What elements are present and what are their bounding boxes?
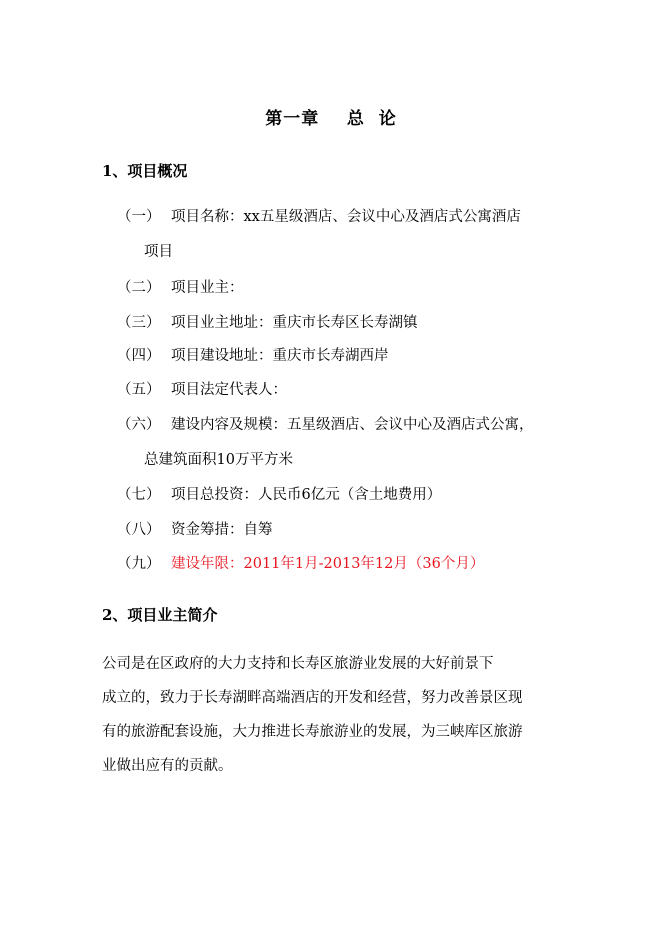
- item-text: 项目建设地址：重庆市长寿湖西岸: [171, 348, 389, 364]
- list-item: [117, 520, 273, 540]
- item-number: （一）: [117, 209, 161, 225]
- item-text: 项目业主地址：重庆市长寿区长寿湖镇: [171, 315, 418, 331]
- item-text: 资金筹措：自筹: [171, 522, 273, 538]
- item-continuation: 项目: [144, 244, 173, 260]
- list-item: [117, 380, 287, 400]
- item-text-red: 建设年限：2011年1月-2013年12月（36个月）: [171, 556, 485, 572]
- item-number: （四）: [117, 348, 161, 364]
- paragraph-line: 业做出应有的贡献。: [102, 758, 233, 774]
- item-number: （七）: [117, 487, 161, 503]
- list-item: [117, 313, 418, 333]
- item-continuation: 总建筑面积10万平方米: [144, 452, 293, 468]
- list-item: [117, 346, 389, 366]
- item-number: （三）: [117, 315, 161, 331]
- list-item: [117, 415, 534, 435]
- paragraph-line: 成立的，致力于长寿湖畔高端酒店的开发和经营，努力改善景区现: [102, 690, 523, 706]
- list-item: [117, 207, 521, 227]
- section-heading-owner: 2、项目业主简介: [102, 606, 218, 624]
- item-text: 项目法定代表人：: [171, 382, 287, 398]
- chapter-title: 第一章 总 论: [265, 109, 397, 129]
- paragraph-line: 公司是在区政府的大力支持和长寿区旅游业发展的大好前景下: [102, 656, 494, 672]
- paragraph-line: 有的旅游配套设施，大力推进长寿旅游业的发展，为三峡库区旅游: [102, 724, 523, 740]
- item-text: 项目名称：xx五星级酒店、会议中心及酒店式公寓酒店: [171, 209, 521, 225]
- item-text: 项目总投资：人民币6亿元（含土地费用）: [171, 487, 442, 503]
- item-text: 项目业主：: [171, 280, 244, 296]
- item-number: （二）: [117, 280, 161, 296]
- list-item: [117, 278, 244, 298]
- section-heading-overview: 1、项目概况: [102, 162, 188, 180]
- item-number: （九）: [117, 556, 161, 572]
- item-number: （五）: [117, 382, 161, 398]
- list-item-highlighted: [117, 554, 484, 574]
- item-number: （八）: [117, 522, 161, 538]
- item-text: 建设内容及规模：五星级酒店、会议中心及酒店式公寓，: [171, 417, 534, 433]
- item-number: （六）: [117, 417, 161, 433]
- list-item: [117, 485, 441, 505]
